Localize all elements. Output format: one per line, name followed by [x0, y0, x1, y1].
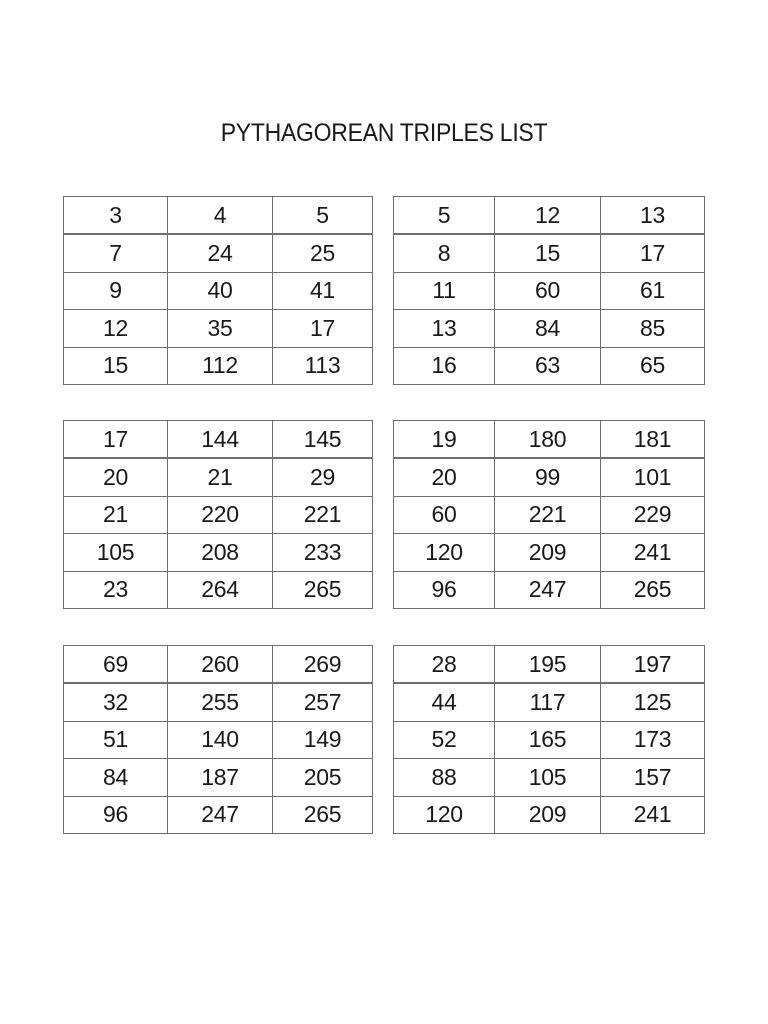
table-row — [64, 421, 373, 459]
table-cell: 25 — [273, 234, 373, 272]
table-cell: 117 — [495, 683, 601, 721]
table-cell: 205 — [273, 759, 373, 796]
table-cell: 241 — [601, 796, 705, 833]
table-cell: 20 — [64, 458, 168, 496]
table-cell: 51 — [64, 721, 168, 758]
table-row — [64, 796, 373, 833]
table-cell: 165 — [495, 721, 601, 758]
table-cell: 24 — [168, 234, 273, 272]
table-row — [64, 534, 373, 571]
table-cell: 12 — [64, 310, 168, 347]
triples-table — [63, 420, 373, 609]
table-cell: 3 — [64, 197, 168, 235]
table-cell: 13 — [394, 310, 495, 347]
table-row — [64, 646, 373, 684]
table-cell: 233 — [273, 534, 373, 571]
table-cell: 208 — [168, 534, 273, 571]
table-cell: 21 — [64, 496, 168, 533]
table-cell: 173 — [601, 721, 705, 758]
table-cell: 21 — [168, 458, 273, 496]
table-cell: 149 — [273, 721, 373, 758]
table-cell: 60 — [394, 496, 495, 533]
table-row — [64, 721, 373, 758]
table-cell: 197 — [601, 646, 705, 684]
table-cell: 105 — [64, 534, 168, 571]
table-row — [64, 759, 373, 796]
table-cell: 88 — [394, 759, 495, 796]
table-cell: 101 — [601, 458, 705, 496]
table-cell: 40 — [168, 272, 273, 309]
table-cell: 84 — [495, 310, 601, 347]
table-cell: 29 — [273, 458, 373, 496]
table-cell: 5 — [273, 197, 373, 235]
table-cell: 265 — [601, 571, 705, 608]
table-cell: 96 — [64, 796, 168, 833]
table-cell: 105 — [495, 759, 601, 796]
table-cell: 15 — [64, 347, 168, 384]
table-cell: 13 — [601, 197, 705, 235]
table-cell: 209 — [495, 796, 601, 833]
table-row — [394, 234, 705, 272]
table-cell: 85 — [601, 310, 705, 347]
table-cell: 52 — [394, 721, 495, 758]
table-row — [64, 197, 373, 235]
table-cell: 5 — [394, 197, 495, 235]
table-cell: 195 — [495, 646, 601, 684]
table-cell: 32 — [64, 683, 168, 721]
table-cell: 65 — [601, 347, 705, 384]
table-row — [64, 347, 373, 384]
table-cell: 20 — [394, 458, 495, 496]
table-cell: 269 — [273, 646, 373, 684]
table-cell: 19 — [394, 421, 495, 459]
table-row — [394, 421, 705, 459]
table-cell: 209 — [495, 534, 601, 571]
table-cell: 187 — [168, 759, 273, 796]
table-row — [394, 496, 705, 533]
table-cell: 181 — [601, 421, 705, 459]
table-cell: 17 — [273, 310, 373, 347]
page-title: PYTHAGOREAN TRIPLES LIST — [220, 119, 548, 147]
table-cell: 28 — [394, 646, 495, 684]
table-cell: 44 — [394, 683, 495, 721]
table-row — [394, 347, 705, 384]
table-row — [64, 496, 373, 533]
table-cell: 157 — [601, 759, 705, 796]
table-cell: 4 — [168, 197, 273, 235]
triples-table — [393, 196, 705, 385]
table-row — [64, 571, 373, 608]
table-row — [394, 759, 705, 796]
table-cell: 145 — [273, 421, 373, 459]
table-cell: 11 — [394, 272, 495, 309]
table-cell: 15 — [495, 234, 601, 272]
table-cell: 144 — [168, 421, 273, 459]
table-cell: 140 — [168, 721, 273, 758]
table-row — [394, 683, 705, 721]
table-cell: 35 — [168, 310, 273, 347]
table-cell: 247 — [168, 796, 273, 833]
table-cell: 247 — [495, 571, 601, 608]
table-cell: 265 — [273, 571, 373, 608]
triples-table — [63, 196, 373, 385]
table-cell: 96 — [394, 571, 495, 608]
table-row — [394, 796, 705, 833]
table-row — [394, 646, 705, 684]
table-row — [394, 272, 705, 309]
table-cell: 99 — [495, 458, 601, 496]
table-cell: 220 — [168, 496, 273, 533]
table-row — [394, 310, 705, 347]
table-cell: 17 — [64, 421, 168, 459]
table-row — [394, 534, 705, 571]
table-cell: 120 — [394, 534, 495, 571]
table-cell: 125 — [601, 683, 705, 721]
table-cell: 255 — [168, 683, 273, 721]
triples-table — [393, 420, 705, 609]
table-row — [394, 458, 705, 496]
table-cell: 257 — [273, 683, 373, 721]
table-row — [394, 197, 705, 235]
table-cell: 63 — [495, 347, 601, 384]
table-cell: 69 — [64, 646, 168, 684]
table-row — [64, 458, 373, 496]
table-row — [64, 272, 373, 309]
table-cell: 16 — [394, 347, 495, 384]
table-row — [64, 234, 373, 272]
table-row — [64, 310, 373, 347]
table-cell: 265 — [273, 796, 373, 833]
triples-table — [393, 645, 705, 834]
table-cell: 241 — [601, 534, 705, 571]
table-cell: 120 — [394, 796, 495, 833]
table-cell: 221 — [273, 496, 373, 533]
table-cell: 229 — [601, 496, 705, 533]
table-cell: 41 — [273, 272, 373, 309]
table-cell: 264 — [168, 571, 273, 608]
table-cell: 61 — [601, 272, 705, 309]
table-cell: 8 — [394, 234, 495, 272]
table-cell: 23 — [64, 571, 168, 608]
triples-table — [63, 645, 373, 834]
table-cell: 113 — [273, 347, 373, 384]
table-row — [394, 571, 705, 608]
table-row — [64, 683, 373, 721]
table-cell: 112 — [168, 347, 273, 384]
table-cell: 9 — [64, 272, 168, 309]
table-cell: 260 — [168, 646, 273, 684]
table-cell: 221 — [495, 496, 601, 533]
table-cell: 17 — [601, 234, 705, 272]
table-cell: 7 — [64, 234, 168, 272]
table-row — [394, 721, 705, 758]
table-cell: 60 — [495, 272, 601, 309]
table-cell: 180 — [495, 421, 601, 459]
table-cell: 12 — [495, 197, 601, 235]
table-cell: 84 — [64, 759, 168, 796]
